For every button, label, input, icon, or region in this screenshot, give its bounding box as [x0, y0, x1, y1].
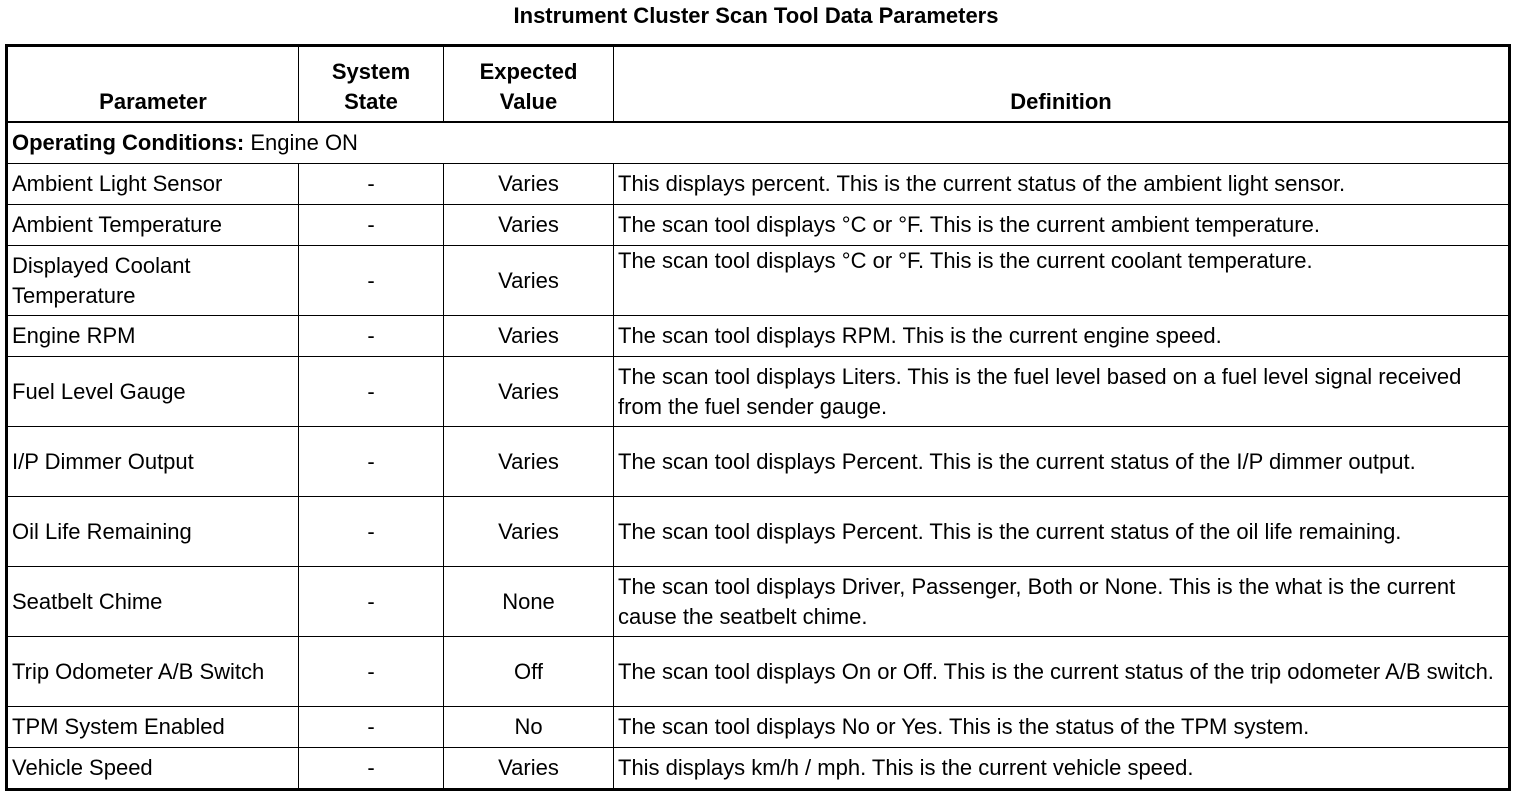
definition-cell: The scan tool displays On or Off. This is the current status of the trip odometer A/B switch.	[614, 637, 1510, 707]
parameter-cell: Displayed Coolant Temperature	[7, 246, 299, 316]
parameter-cell: Fuel Level Gauge	[7, 357, 299, 427]
parameter-cell: TPM System Enabled	[7, 707, 299, 748]
definition-cell: The scan tool displays °C or °F. This is the current ambient temperature.	[614, 205, 1510, 246]
header-row	[7, 46, 1510, 123]
parameter-cell: Engine RPM	[7, 316, 299, 357]
system-state-cell: -	[299, 246, 444, 316]
table-row	[7, 567, 1510, 637]
system-state-cell: -	[299, 567, 444, 637]
header-system-state-line1: System	[331, 59, 411, 84]
operating-conditions-row	[7, 122, 1510, 164]
definition-cell: The scan tool displays No or Yes. This is the status of the TPM system.	[614, 707, 1510, 748]
header-expected-value-line1: Expected	[479, 59, 578, 84]
parameter-cell: Seatbelt Chime	[7, 567, 299, 637]
table-row	[7, 427, 1510, 497]
expected-value-cell: Varies	[444, 748, 614, 790]
system-state-cell: -	[299, 637, 444, 707]
table-title: Instrument Cluster Scan Tool Data Parameters	[513, 3, 999, 28]
system-state-cell: -	[299, 316, 444, 357]
table-row	[7, 164, 1510, 205]
parameter-cell: I/P Dimmer Output	[7, 427, 299, 497]
parameter-cell: Vehicle Speed	[7, 748, 299, 790]
system-state-cell: -	[299, 748, 444, 790]
header-system-state	[299, 46, 444, 123]
parameter-cell: Trip Odometer A/B Switch	[7, 637, 299, 707]
table-row	[7, 707, 1510, 748]
operating-conditions-cell	[7, 122, 1510, 164]
header-expected-value-line2: Value	[499, 89, 558, 114]
system-state-cell: -	[299, 205, 444, 246]
expected-value-cell: Varies	[444, 427, 614, 497]
expected-value-cell: Varies	[444, 497, 614, 567]
table-row	[7, 748, 1510, 790]
expected-value-cell: Off	[444, 637, 614, 707]
expected-value-cell: None	[444, 567, 614, 637]
system-state-cell: -	[299, 357, 444, 427]
expected-value-cell: Varies	[444, 205, 614, 246]
header-definition: Definition	[614, 46, 1510, 123]
parameter-cell: Ambient Light Sensor	[7, 164, 299, 205]
system-state-cell: -	[299, 707, 444, 748]
system-state-cell: -	[299, 427, 444, 497]
table-row	[7, 357, 1510, 427]
table-row	[7, 637, 1510, 707]
expected-value-cell: Varies	[444, 357, 614, 427]
header-system-state-line2: State	[344, 89, 398, 114]
expected-value-cell: No	[444, 707, 614, 748]
header-parameter: Parameter	[7, 46, 299, 123]
system-state-cell: -	[299, 497, 444, 567]
scan-tool-data-table	[5, 44, 1511, 791]
parameter-cell: Ambient Temperature	[7, 205, 299, 246]
table-row	[7, 316, 1510, 357]
expected-value-cell: Varies	[444, 164, 614, 205]
operating-conditions-label: Operating Conditions:	[12, 130, 245, 155]
operating-conditions-value: Engine ON	[250, 130, 358, 155]
definition-cell: The scan tool displays Percent. This is the current status of the oil life remaining.	[614, 497, 1510, 567]
definition-cell: The scan tool displays Percent. This is the current status of the I/P dimmer output.	[614, 427, 1510, 497]
definition-cell: The scan tool displays Liters. This is the fuel level based on a fuel level signal received from the fuel sender gauge.	[614, 357, 1510, 427]
expected-value-cell: Varies	[444, 316, 614, 357]
table-row	[7, 246, 1510, 316]
definition-cell: This displays km/h / mph. This is the current vehicle speed.	[614, 748, 1510, 790]
definition-cell: The scan tool displays °C or °F. This is the current coolant temperature.	[614, 246, 1510, 316]
system-state-cell: -	[299, 164, 444, 205]
definition-cell: The scan tool displays Driver, Passenger, Both or None. This is the what is the current cause the seatbelt chime.	[614, 567, 1510, 637]
header-expected-value	[444, 46, 614, 123]
definition-cell: The scan tool displays RPM. This is the current engine speed.	[614, 316, 1510, 357]
expected-value-cell: Varies	[444, 246, 614, 316]
definition-cell: This displays percent. This is the current status of the ambient light sensor.	[614, 164, 1510, 205]
table-row	[7, 205, 1510, 246]
table-row	[7, 497, 1510, 567]
parameter-cell: Oil Life Remaining	[7, 497, 299, 567]
